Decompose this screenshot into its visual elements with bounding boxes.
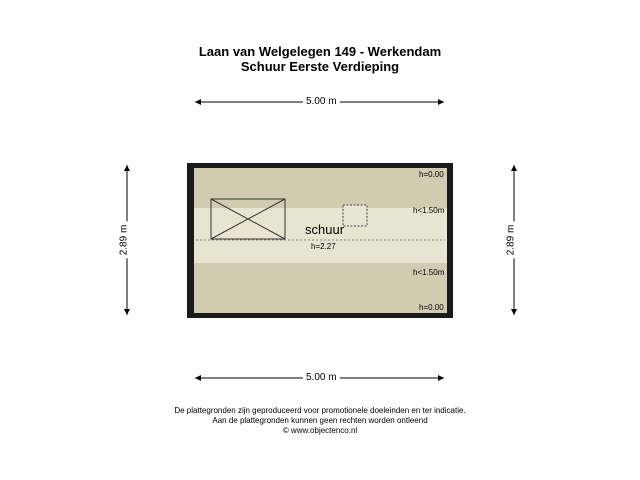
- left-dimension-label: 2.89 m: [118, 222, 130, 259]
- top-dimension-label: 5.00 m: [303, 96, 340, 108]
- room-height: h=2.27: [311, 242, 336, 251]
- room-name: schuur: [305, 222, 345, 237]
- right-dimension-label: 2.89 m: [505, 222, 517, 259]
- plan-subtitle: Schuur Eerste Verdieping: [240, 59, 400, 74]
- plan-title: Laan van Welgelegen 149 - Werkendam: [198, 44, 442, 59]
- floor-zone-low-top: [194, 168, 447, 208]
- height-marker-bottom: h=0.00: [419, 303, 444, 312]
- height-marker-upper: h<1.50m: [413, 206, 445, 215]
- height-marker-lower: h<1.50m: [413, 268, 445, 277]
- disclaimer-line-1: De plattegronden zijn geproduceerd voor promotionele doeleinden en ter indicatie.: [174, 406, 466, 415]
- disclaimer-line-2: Aan de plattegronden kunnen geen rechten worden ontleend: [212, 416, 428, 425]
- copyright-line: © www.objectenco.nl: [282, 426, 358, 435]
- bottom-dimension-label: 5.00 m: [303, 372, 340, 384]
- height-marker-top: h=0.00: [419, 170, 444, 179]
- floor-zone-low-bottom: [194, 263, 447, 313]
- roof-hatch: [343, 205, 367, 226]
